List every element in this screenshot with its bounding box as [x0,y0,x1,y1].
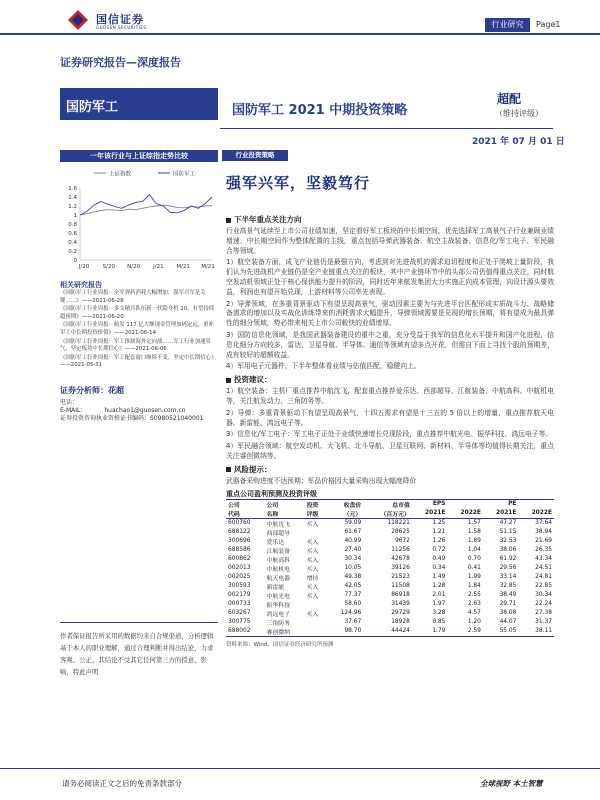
table-cell: 002025 [228,574,251,581]
email-address[interactable]: huachao1@guosen.com.cn [104,407,186,414]
table-cell: 振华科技 [266,602,291,609]
table-cell: 0.49 [432,556,446,563]
table-row [226,573,554,582]
page-number: Page1 [536,20,561,29]
table-cell: 42678 [391,556,410,563]
table-cell: 1.20 [467,619,481,626]
table-cell: 28625 [391,529,410,536]
y-tick-label: 0.6 [68,231,77,237]
performance-chart [58,166,218,274]
y-tick-label: 0.8 [68,222,77,228]
table-cell: 30.34 [344,556,362,563]
table-row [226,528,554,537]
table-header-cell: 2021E [483,509,519,519]
table-cell: 002179 [228,592,251,599]
y-tick-label: 0.4 [68,240,77,246]
table-cell: 0.41 [467,565,481,572]
section-heading: 投资建议： [226,374,554,385]
related-report-item: 《国防军工行业周报：军工配套窗口继续不变，坚定中长期信心》——2021-05-31 [60,354,217,369]
related-reports-list [60,290,218,371]
table-cell: 1.84 [467,583,481,590]
y-tick-label: 1.2 [68,204,77,210]
table-cell: 1.28 [432,583,446,590]
table-cell: 0.70 [467,556,481,563]
table-cell: 买入 [306,584,319,591]
table-cell: 21.69 [535,538,552,545]
analyst-name: 证券分析师：花超 [60,386,124,395]
table-cell: 39126 [391,565,410,572]
table-cell: 300696 [228,538,251,545]
table-header-cell: 代码 [226,509,265,519]
table-cell: 688122 [228,529,251,536]
footer-disclaimer: 请务必阅读正文之后的免责条款部分 [62,779,182,788]
table-cell [305,528,328,537]
table-cell: 86918 [391,592,410,599]
table-cell: 603267 [228,610,251,617]
paragraph: 1）航空装备：主机厂重点推荐中航沈飞，配套重点推荐爱乐达、西部超导、江航装备、中航高科、中航机电等，关注航发动力、三角防务等。 [226,387,554,405]
table-cell: 37.67 [344,619,362,626]
table-cell: 西部超导 [266,530,291,537]
table-cell: 49.38 [344,574,362,581]
logo-text: 国信证券 [96,13,144,26]
table-cell: 55.05 [483,627,519,637]
table-cell: 0.85 [432,619,446,626]
table-source: 资料来源：Wind、国信证券经济研究所预测 [226,641,334,648]
table-row [226,591,554,600]
y-tick-label: 1.6 [68,186,77,192]
y-tick-label: 1 [73,213,77,219]
table-row [226,518,554,528]
table-cell: 42.05 [344,583,362,590]
rating-note: （维持评级） [495,109,543,118]
table-cell: 40.99 [344,538,362,545]
table-cell: 买入 [306,611,319,618]
report-type: 证券研究报告—深度报告 [60,56,181,69]
paragraph: 行业高景气延续至上市公司业绩加速，坚定看好军工板块的中长期空间。优先选择军工高景气子行业兼顾业绩增速、中长期空间作为整体配置的主线，重点包括导弹武器装备、航空主战装备、信息化/军工电子、军民融合等领域。 [226,227,554,255]
table-header-cell: 投资 [305,499,328,509]
table-cell: 睿创微纳 [265,627,305,637]
table-cell: 31.37 [535,619,552,626]
table-header-cell: 评级 [305,509,328,519]
section-heading: 下半年重点关注方向 [226,214,554,225]
table-cell: 33.14 [499,574,517,581]
table-cell: 47.27 [499,520,517,527]
table-cell: 61.67 [344,529,362,536]
square-bullet-icon [226,467,231,472]
table-cell: 爱乐达 [266,539,285,546]
cert-label: 证券投资咨询执业资格证书编码： [60,415,151,422]
table-cell: 中航高科 [266,557,291,564]
analyst-disclaimer: 作者保证报告所采用的数据均来自合规渠道，分析逻辑基于本人的职业理解，通过合理判断并得出结论，力求客观、公正，其结论不受其它任何第三方的授意、影响，特此声明 [60,632,214,676]
table-cell [305,600,328,609]
table-cell: 26.35 [535,547,552,554]
table-cell: 0.72 [432,547,446,554]
paragraph: 武器备采购进度不达预期；军品价格因大量采购出现大幅度降价 [226,476,417,485]
table-cell: 32.85 [499,583,517,590]
table-row [226,627,554,637]
table-cell: 18928 [391,619,410,626]
x-tick-label: J/20 [78,264,90,270]
paragraph: 4）军民融合领域：航空发动机、大飞机、北斗导航、卫星互联网、新材料、半导体等均值得长期关注，重点关注睿创微纳等。 [226,442,554,460]
table-cell: 1.25 [432,520,446,527]
table-title: 重点公司盈利预测及投资评级 [226,489,317,498]
table-cell: 300593 [228,583,251,590]
email-label: E-MAIL： [60,407,87,414]
table-row [226,537,554,546]
report-date: 2021 年 07 月 01 日 [472,137,565,147]
table-header-cell: 名称 [265,509,305,519]
table-cell: 22.85 [535,583,552,590]
table-cell: 44.07 [499,619,517,626]
table-cell: 1.26 [432,538,446,545]
table-cell: 38.11 [518,627,554,637]
table-cell: 1.89 [467,538,481,545]
table-row [226,609,554,618]
x-tick-label: M/21 [201,264,215,270]
table-cell: 29.56 [499,565,517,572]
table-cell: 77.37 [344,592,362,599]
table-cell: 38.06 [499,547,517,554]
table-cell: 37.64 [535,520,552,527]
table-cell: 118221 [387,520,410,527]
paragraph: 2）导弹领域，在多重背景驱动下有望呈现高景气，驱动因素主要为与先进平台匹配形成实质战斗力、战略储备需求的增加以及实战化训练带来的消耗需求大幅提升，导弹领域需要是兑现的增长预期，将有望成为最具弹性的细分领域，势必带来相关上市公司較快的业绩增厚。 [226,299,554,328]
footer-slogan: 全球视野 本土智慧 [480,779,543,788]
page-title: 国防军工 2021 中期投资策略 [232,103,408,118]
chart-title: 一年该行业与上证综指走势比较 [90,152,188,160]
table-header-cell: EPS [412,499,448,509]
table-cell: 买入 [306,593,319,600]
phone-label: 电话： [60,399,79,406]
table-cell: 1.49 [432,574,446,581]
sector-name: 国防军工 [66,100,119,115]
table-row [226,564,554,573]
x-tick-label: S/20 [102,264,115,270]
table-header-cell: 公司 [265,499,305,509]
main-content [226,212,554,648]
rating: 超配 [497,92,522,106]
table-header-cell: PE [483,499,519,509]
table-header-cell: 公司 [226,499,265,509]
table-cell: 买入 [306,557,319,564]
table-cell: 1.99 [467,574,481,581]
related-reports-heading: 相关研究报告 [60,281,102,289]
table-cell: 29729 [391,610,410,617]
table-header-cell: 收盘价 [328,499,364,509]
cert-line [60,415,218,423]
related-report-item: 《国防军工行业周报：军工体制海外定向战……军工行业加速景气，坚定板块中长期信心》——2021-06-06 [60,338,211,353]
table-cell: 买入 [306,539,319,546]
table-cell: 51.15 [499,529,517,536]
table-header-cell: （元） [328,509,364,519]
report-category-tag: 行业研究 [485,18,530,32]
table-cell: 10.05 [344,565,362,572]
table-cell: 1.04 [467,547,481,554]
section-heading: 风险提示： [226,464,554,475]
table-row [226,618,554,627]
table-cell: 中航沈飞 [266,521,291,528]
table-cell: 002013 [228,565,251,572]
table-cell: 688586 [228,547,251,554]
table-cell: 688002 [226,627,265,637]
table-cell: 24.81 [535,574,552,581]
square-bullet-icon [226,378,231,383]
table-cell [305,618,328,627]
y-tick-label: 0.2 [68,249,77,255]
table-cell: 中航机电 [266,566,291,573]
table-cell: 航天电器 [266,575,291,582]
table-cell: 买入 [306,548,319,555]
table-cell: 24.51 [535,565,552,572]
table-cell: 1.57 [467,520,481,527]
table-cell: 中航光电 [266,593,291,600]
table-cell: 鸿远电子 [266,611,291,618]
table-cell: 0.34 [432,565,446,572]
related-report-item: 《国防军工行业周报：航发 117 亿大额现金管理加码定远，重补军工中长期投资价值》——2021-06-14 [60,322,214,336]
y-tick-label: 0 [73,258,77,264]
legend-label: 上证指数 [109,171,132,178]
related-report-item: 《国防军工行业周报：全军弹药消耗大幅增加，强军兴军是关键……》——2021-06-28 [60,290,206,304]
table-cell: 30.34 [535,592,552,599]
table-cell: 2.63 [467,601,481,608]
table-cell: 32.53 [499,538,517,545]
table-cell: 买入 [306,521,319,528]
table-cell: 江航装备 [266,548,291,555]
table-cell: 43.34 [535,556,552,563]
table-cell: 2.55 [467,592,481,599]
table-cell: 600862 [228,556,251,563]
table-cell: 4.57 [467,610,481,617]
table-cell: 2.01 [432,592,446,599]
paragraph: 3）信息化/军工电子：军工电子正处于业绩快速增长兑现阶段，重点推荐中航光电、振华科技、鸿远电子等。 [226,430,553,439]
y-tick-label: 1.4 [68,195,77,201]
footer-rule [0,768,600,769]
email-line [60,407,218,415]
table-cell: 300775 [228,619,251,626]
table-cell: 58.60 [344,601,362,608]
table-header-cell: 2022E [518,509,554,519]
table-cell: 3.28 [432,610,446,617]
table-cell: 000733 [228,601,251,608]
guosen-logo-icon [66,8,90,32]
cert-number: S0980521040001 [150,415,204,422]
table-cell: 27.38 [535,610,552,617]
square-bullet-icon [226,218,231,223]
x-tick-label: N/20 [127,264,141,270]
table-cell: 9672 [394,538,410,545]
table-header-cell: （百万元） [363,509,412,519]
table-cell: 27.40 [344,547,362,554]
series-line [80,195,212,215]
table-cell: 44424 [363,627,412,637]
table-cell: 增持 [306,575,319,582]
paragraph: 4）军用电子元器件，下半年整体看业绩与估值匹配，稳健向上。 [226,362,421,371]
table-cell: 600760 [228,520,251,527]
analyst-contact [60,399,218,423]
table-cell: 38.49 [499,592,517,599]
x-tick-label: J/21 [153,264,164,270]
table-cell: 59.09 [344,520,362,527]
table-cell: 98.70 [328,627,364,637]
section-tag: 行业投资策略 [222,150,288,161]
table-cell: 2.59 [447,627,483,637]
table-cell: 新雷能 [266,584,285,591]
table-header-cell: 2022E [447,509,483,519]
headline: 强军兴军，坚毅笃行 [226,174,371,192]
paragraph: 2）导弹：多重背景驱动下有望呈现高景气，十四五需求有望是十三五的 5 倍以上的增量，重点推荐航天电器、新雷能、鸿远电子等。 [226,408,554,427]
table-row [226,582,554,591]
table-cell [305,627,328,637]
table-cell: 38.08 [499,610,517,617]
earnings-forecast-table [226,499,554,637]
table-row [226,555,554,564]
related-report-item: 《国防军工行业周报：多支精兵队伍新一代隐身机 20，有望持续超预期》——2021-06-20 [60,306,215,320]
table-cell: 38.94 [535,529,552,536]
header-rule [0,33,600,35]
paragraph: 1）航空装备方面，成飞产业链仍是最强方向，考虑到对先进战机的需求迫切程度和正处于爬坡上量阶段，我们认为先进战机产业链仍是全产业链重点关注的板块，其中产业链环节中的头部公司仍值得重点关注，同时航空发动机领域正处于核心保供能力提升的阶段，同时近年来航发集团大力实施正向成本管理，向设计源头要效益，利润也有望开始兑现，上游材料等公司率先表现。 [226,258,554,296]
legend-label: 国防军工 [173,171,196,178]
table-header-cell [447,499,483,509]
table-cell: 31439 [391,601,410,608]
table-header-cell [518,499,554,509]
paragraph: 3）国防信息化领域，是我国武器装备建设的重中之重，充分受益于我军的信息化水平提升和国产化进程，信息化细分方向较多，雷达、卫星导航、半导体、通信等领域有望多点开花，但需自下而上寻找个股的预期差，成有较好的超额收益。 [226,330,554,359]
x-tick-label: M/21 [176,264,191,270]
table-cell: 1.97 [432,601,446,608]
table-header-cell: 2021E [412,509,448,519]
table-cell: 三角防务 [266,620,291,627]
table-cell: 124.96 [340,610,362,617]
table-row [226,600,554,609]
logo [66,8,196,34]
title-rule [220,128,553,129]
table-cell: 11508 [391,583,410,590]
table-cell: 22.24 [535,601,552,608]
table-cell: 21523 [391,574,410,581]
table-header-cell: 总市值 [363,499,412,509]
table-cell: 61.92 [499,556,517,563]
table-cell: 29.71 [499,601,517,608]
table-cell: 买入 [306,566,319,573]
table-cell: 1.21 [432,529,446,536]
table-cell: 1.58 [467,529,481,536]
logo-subtext: GUOSEN SECURITIES [96,25,147,30]
table-cell: 1.79 [412,627,448,637]
table-row [226,546,554,555]
table-cell: 11256 [391,547,410,554]
disclaimer-rule [60,622,218,623]
